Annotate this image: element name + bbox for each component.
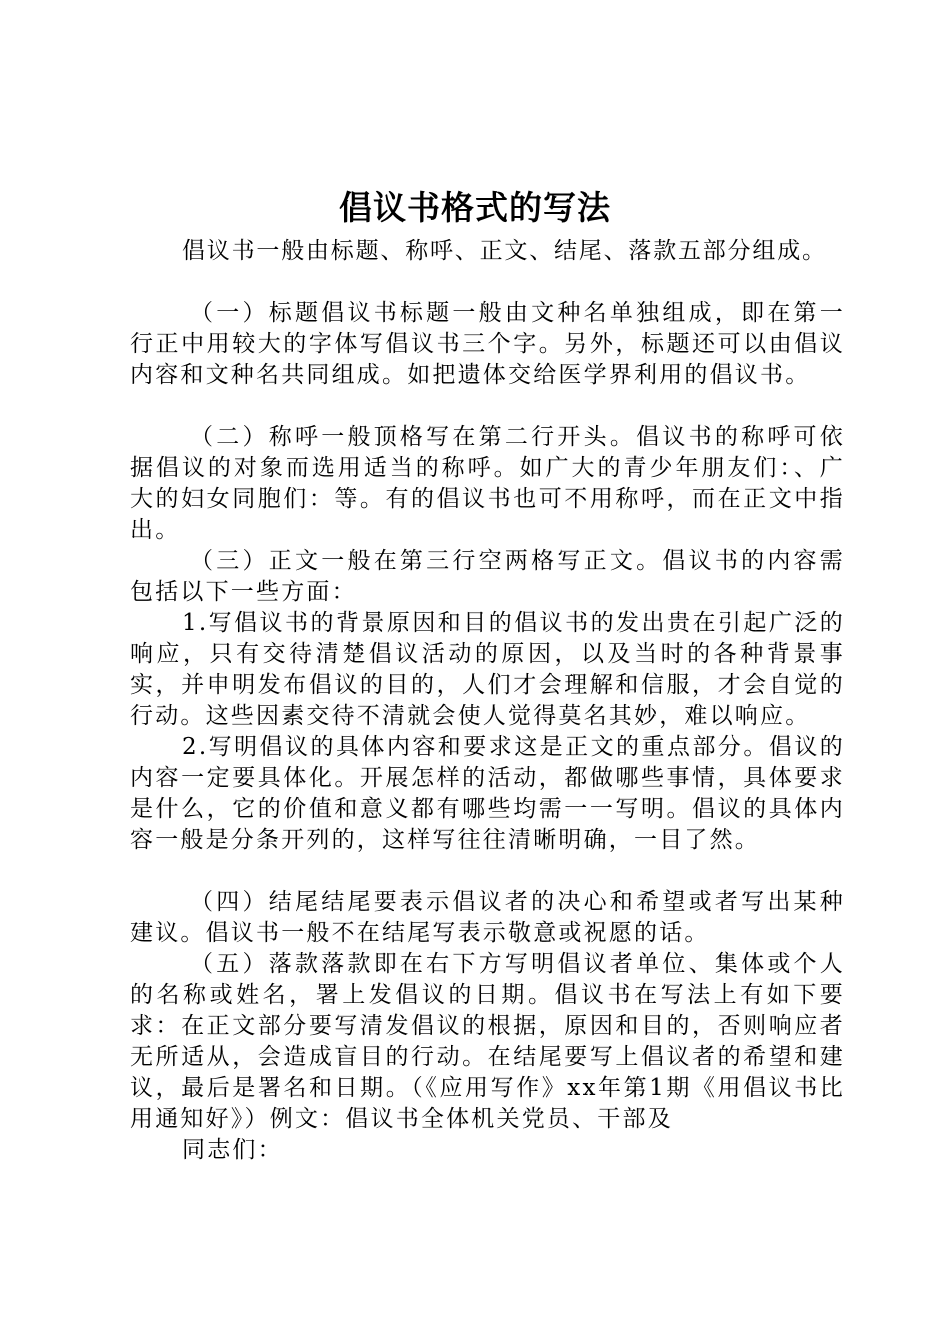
intro-paragraph: 倡议书一般由标题、称呼、正文、结尾、落款五部分组成。 xyxy=(182,238,827,264)
document-body xyxy=(130,236,845,1166)
section-signature-paragraph: （五）落款落款即在右下方写明倡议者单位、集体或个人的名称或姓名，署上发倡议的日期。倡议书在写法上有如下要求：在正文部分要写清发倡议的根据，原因和目的，否则响应者无所适从，会造成盲目的行动。在结尾要写上倡议者的希望和建议，最后是署名和日期。（《应用写作》xx年第1期《用倡议书比用通知好》）例文：倡议书全体机关党员、干部及 xyxy=(130,951,845,1132)
body-item-2: 2.写明倡议的具体内容和要求这是正文的重点部分。倡议的内容一定要具体化。开展怎样的活动，都做哪些事情，具体要求是什么，它的价值和意义都有哪些均需一一写明。倡议的具体内容一般是分条开列的，这样写往往清晰明确，一目了然。 xyxy=(130,734,845,853)
section-ending-paragraph: （四）结尾结尾要表示倡议者的决心和希望或者写出某种建议。倡议书一般不在结尾写表示敬意或祝愿的话。 xyxy=(130,889,845,946)
section-title-paragraph: （一）标题倡议书标题一般由文种名单独组成，即在第一行正中用较大的字体写倡议书三个字。另外，标题还可以由倡议内容和文种名共同组成。如把遗体交给医学界利用的倡议书。 xyxy=(130,300,845,388)
salutation-line: 同志们： xyxy=(182,1137,283,1163)
section-body-paragraph: （三）正文一般在第三行空两格写正文。倡议书的内容需包括以下一些方面： xyxy=(130,548,845,605)
document-title: 倡议书格式的写法 xyxy=(339,188,611,227)
section-salutation-paragraph: （二）称呼一般顶格写在第二行开头。倡议书的称呼可依据倡议的对象而选用适当的称呼。如广大的青少年朋友们：、广大的妇女同胞们：等。有的倡议书也可不用称呼，而在正文中指出。 xyxy=(130,424,845,543)
body-item-1: 1.写倡议书的背景原因和目的倡议书的发出贵在引起广泛的响应，只有交待清楚倡议活动的原因，以及当时的各种背景事实，并申明发布倡议的目的，人们才会理解和信服，才会自觉的行动。这些因素交待不清就会使人觉得莫名其妙，难以响应。 xyxy=(130,610,845,729)
